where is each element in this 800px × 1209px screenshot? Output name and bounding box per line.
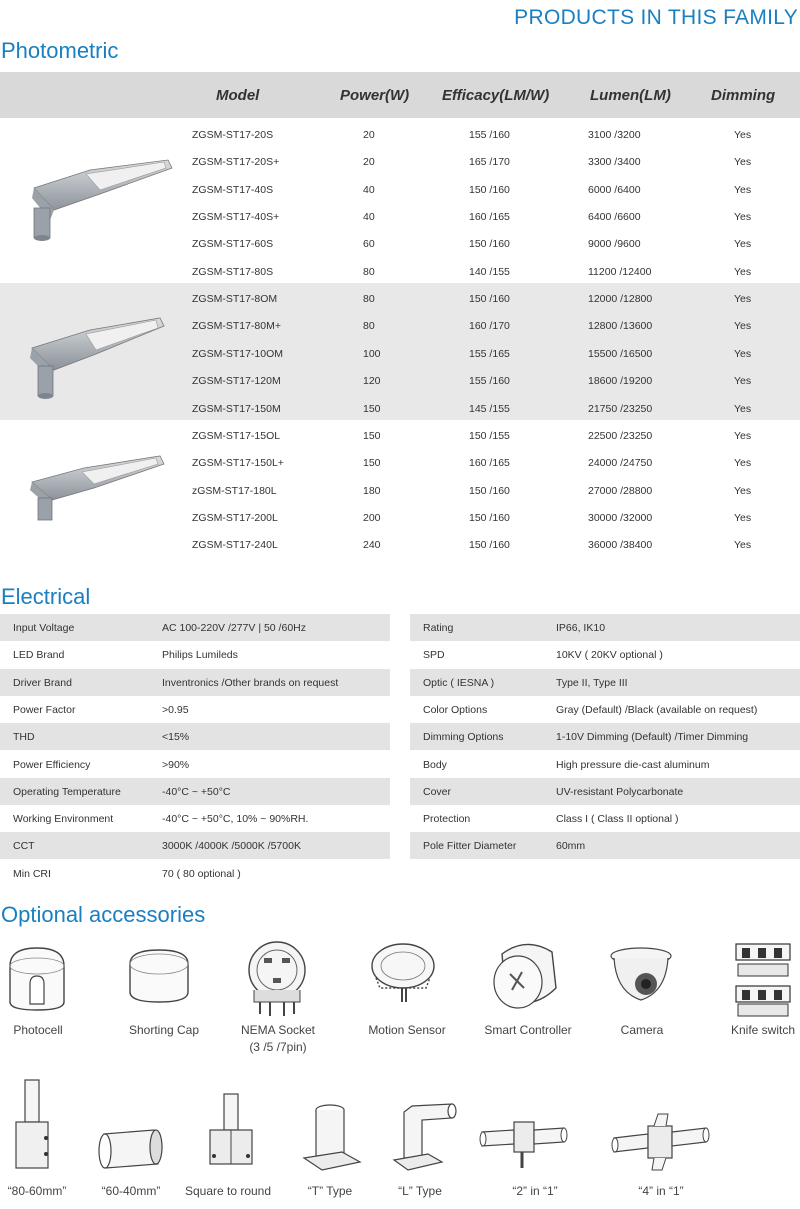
table-row	[410, 832, 800, 859]
spec-value: Inventronics /Other brands on request	[162, 676, 339, 689]
cell-power: 100	[363, 347, 381, 360]
label-two-in-one: “2” in “1”	[512, 1184, 558, 1198]
cell-efficacy: 150 /155	[469, 429, 510, 442]
cell-model: ZGSM-ST17-60S	[192, 238, 274, 251]
table-row	[0, 448, 800, 475]
camera-icon	[608, 944, 674, 1006]
label-nema-socket: NEMA Socket	[240, 1023, 316, 1037]
table-row	[410, 778, 800, 805]
label-motion-sensor: Motion Sensor	[368, 1023, 446, 1037]
two-in-one-icon	[478, 1112, 568, 1172]
cell-model: ZGSM-ST17-10OM	[192, 347, 284, 360]
spec-label: THD	[13, 731, 35, 744]
spec-value: >0.95	[162, 703, 189, 716]
table-row	[410, 805, 800, 832]
cell-dimming: Yes	[734, 320, 752, 333]
cell-efficacy: 145 /155	[469, 402, 510, 415]
cell-lumen: 6000 /6400	[588, 183, 641, 196]
cell-dimming: Yes	[734, 539, 752, 552]
cell-efficacy: 155 /160	[469, 129, 510, 141]
label-camera: Camera	[620, 1023, 664, 1037]
cell-power: 20	[363, 129, 375, 141]
table-row	[410, 723, 800, 750]
cell-dimming: Yes	[734, 457, 752, 470]
label-photocell: Photocell	[13, 1023, 63, 1037]
spec-label: LED Brand	[13, 649, 65, 662]
label-60-40: “60-40mm”	[101, 1184, 161, 1198]
cell-model: ZGSM-ST17-8OM	[192, 293, 278, 306]
table-row	[0, 284, 800, 311]
photometric-header	[0, 72, 800, 118]
table-row	[410, 641, 800, 668]
cell-model: ZGSM-ST17-150L+	[192, 457, 284, 470]
cell-lumen: 6400 /6600	[588, 211, 641, 224]
label-shorting-cap: Shorting Cap	[128, 1023, 200, 1037]
table-row	[410, 614, 800, 641]
label-t-type: “T” Type	[307, 1184, 353, 1198]
table-row	[0, 120, 800, 147]
spec-label: Rating	[423, 622, 454, 634]
cell-lumen: 22500 /23250	[588, 429, 653, 442]
cell-lumen: 24000 /24750	[588, 457, 653, 470]
cell-model: ZGSM-ST17-120M	[192, 375, 281, 388]
cell-model: ZGSM-ST17-40S+	[192, 211, 280, 224]
cell-efficacy: 140 /155	[469, 265, 510, 278]
smart-controller-icon	[486, 938, 564, 1014]
cell-power: 200	[363, 511, 381, 524]
cell-dimming: Yes	[734, 293, 752, 306]
t-type-icon	[302, 1100, 362, 1172]
cell-power: 80	[363, 320, 375, 333]
family-title: PRODUCTS IN THIS FAMILY	[514, 6, 798, 29]
label-l-type: “L” Type	[398, 1184, 442, 1198]
cell-efficacy: 160 /165	[469, 457, 510, 470]
cell-lumen: 15500 /16500	[588, 347, 653, 360]
cell-lumen: 11200 /12400	[588, 265, 652, 278]
header-dimming: Dimming	[711, 87, 776, 104]
table-row	[0, 421, 800, 448]
label-smart-controller: Smart Controller	[484, 1023, 572, 1037]
l-type-icon	[392, 1100, 458, 1172]
spec-label: Protection	[423, 813, 471, 826]
cell-model: ZGSM-ST17-80M+	[192, 320, 281, 333]
cell-lumen: 30000 /32000	[588, 511, 653, 524]
cell-power: 150	[363, 402, 381, 415]
cell-lumen: 18600 /19200	[588, 375, 653, 388]
label-80-60: “80-60mm”	[7, 1184, 67, 1198]
header-model: Model	[216, 87, 260, 104]
cell-dimming: Yes	[734, 484, 752, 497]
cell-lumen: 9000 /9600	[588, 238, 641, 251]
cell-model: ZGSM-ST17-240L	[192, 539, 278, 552]
cell-model: ZGSM-ST17-15OL	[192, 429, 281, 442]
cell-efficacy: 150 /160	[469, 484, 510, 497]
cell-lumen: 12000 /12800	[588, 293, 653, 306]
table-row	[0, 614, 390, 641]
cell-lumen: 12800 /13600	[588, 320, 653, 333]
shorting-cap-icon	[126, 944, 192, 1006]
table-row	[0, 311, 800, 338]
cell-model: zGSM-ST17-180L	[192, 484, 277, 497]
spec-value: Class I ( Class II optional )	[556, 813, 679, 826]
knife-switch-icon	[732, 940, 794, 1020]
cell-power: 80	[363, 293, 375, 306]
spec-label: Power Factor	[13, 703, 76, 716]
spec-label: Cover	[423, 785, 452, 798]
spec-label: SPD	[423, 649, 445, 662]
spec-value: 3000K /4000K /5000K /5700K	[162, 840, 301, 853]
cell-dimming: Yes	[734, 347, 752, 360]
header-lumen: Lumen(LM)	[590, 87, 671, 104]
spec-label: Driver Brand	[13, 676, 72, 689]
cell-power: 150	[363, 457, 381, 470]
table-row	[0, 476, 800, 503]
table-row	[0, 751, 390, 778]
motion-sensor-icon	[368, 940, 438, 1006]
cell-efficacy: 155 /165	[469, 347, 510, 360]
cell-dimming: Yes	[734, 129, 752, 141]
cell-model: ZGSM-ST17-20S+	[192, 156, 280, 169]
spec-value: IP66, IK10	[556, 622, 606, 634]
spec-value: 70 ( 80 optional )	[162, 867, 241, 880]
spec-value: -40°C ~ +50°C, 10% ~ 90%RH.	[162, 813, 309, 826]
cell-lumen: 21750 /23250	[588, 402, 653, 415]
spec-value: Gray (Default) /Black (available on request)	[556, 703, 758, 716]
spec-label: Optic ( IESNA )	[423, 676, 495, 689]
cell-power: 20	[363, 156, 375, 169]
table-row	[0, 669, 390, 696]
cell-efficacy: 150 /160	[469, 539, 510, 552]
cell-efficacy: 150 /160	[469, 511, 510, 524]
spec-label: Body	[423, 758, 447, 771]
header-power: Power(W)	[340, 87, 410, 104]
table-row	[0, 257, 800, 284]
spec-value: AC 100-220V /277V | 50 /60Hz	[162, 622, 306, 634]
table-row	[0, 696, 390, 723]
table-row	[0, 366, 800, 393]
cell-model: ZGSM-ST17-150M	[192, 402, 281, 415]
table-row	[0, 394, 800, 421]
cell-dimming: Yes	[734, 183, 752, 196]
header-efficacy: Efficacy(LM/W)	[442, 87, 550, 104]
table-row	[0, 832, 390, 859]
table-row	[0, 860, 390, 887]
spec-label: Pole Fitter Diameter	[423, 840, 517, 853]
cell-dimming: Yes	[734, 265, 752, 278]
table-row	[0, 175, 800, 202]
cell-efficacy: 160 /170	[469, 320, 510, 333]
cell-dimming: Yes	[734, 375, 752, 388]
table-row	[0, 778, 390, 805]
spec-label: Color Options	[423, 703, 488, 716]
spec-value: High pressure die-cast aluminum	[556, 758, 710, 771]
table-row	[410, 751, 800, 778]
cell-efficacy: 150 /160	[469, 293, 510, 306]
cell-dimming: Yes	[734, 211, 752, 224]
square-to-round-icon	[204, 1092, 260, 1172]
table-row	[0, 641, 390, 668]
nema-socket-icon	[244, 940, 310, 1018]
cell-power: 240	[363, 539, 381, 552]
table-row	[0, 530, 800, 557]
photocell-icon	[6, 944, 68, 1014]
spec-value: 10KV ( 20KV optional )	[556, 649, 663, 662]
cell-efficacy: 150 /160	[469, 183, 510, 196]
cell-dimming: Yes	[734, 511, 752, 524]
label-nema-pins: (3 /5 /7pin)	[249, 1040, 307, 1054]
table-row	[0, 202, 800, 229]
cell-efficacy: 160 /165	[469, 211, 510, 224]
spec-label: Min CRI	[13, 867, 51, 880]
cell-efficacy: 155 /160	[469, 375, 510, 388]
cell-lumen: 3300 /3400	[588, 156, 641, 169]
table-row	[0, 339, 800, 366]
cell-power: 150	[363, 429, 381, 442]
table-row	[0, 723, 390, 750]
cell-dimming: Yes	[734, 402, 752, 415]
accessories-title: Optional accessories	[1, 902, 206, 927]
spec-label: CCT	[13, 840, 35, 853]
spec-value: >90%	[162, 758, 190, 771]
table-row	[0, 147, 800, 174]
table-row	[0, 503, 800, 530]
cell-model: ZGSM-ST17-20S	[192, 129, 274, 141]
cell-model: ZGSM-ST17-40S	[192, 183, 274, 196]
spec-value: -40°C ~ +50°C	[162, 785, 231, 798]
spec-value: 1-10V Dimming (Default) /Timer Dimming	[556, 731, 749, 744]
spec-label: Operating Temperature	[13, 785, 121, 798]
spec-value: 60mm	[556, 840, 586, 853]
cell-dimming: Yes	[734, 156, 752, 169]
label-four-in-one: “4” in “1”	[638, 1184, 684, 1198]
cell-model: ZGSM-ST17-200L	[192, 511, 278, 524]
table-row	[410, 669, 800, 696]
four-in-one-icon	[610, 1112, 710, 1176]
cell-dimming: Yes	[734, 429, 752, 442]
spec-value: Philips Lumileds	[162, 649, 238, 662]
photometric-title: Photometric	[1, 38, 119, 63]
cell-power: 40	[363, 183, 375, 196]
spec-value: <15%	[162, 731, 190, 744]
cell-power: 40	[363, 211, 375, 224]
cell-model: ZGSM-ST17-80S	[192, 265, 274, 278]
spec-value: UV-resistant Polycarbonate	[556, 785, 684, 798]
spec-label: Input Voltage	[13, 622, 75, 634]
cell-power: 180	[363, 484, 381, 497]
label-knife-switch: Knife switch	[730, 1023, 796, 1037]
spec-value: Type II, Type III	[556, 676, 628, 689]
cell-efficacy: 165 /170	[469, 156, 510, 169]
adapter-60-40-icon	[96, 1126, 166, 1172]
table-row	[410, 696, 800, 723]
table-row	[0, 805, 390, 832]
cell-lumen: 3100 /3200	[588, 129, 641, 141]
spec-label: Power Efficiency	[13, 758, 91, 771]
spec-label: Working Environment	[13, 813, 114, 826]
cell-dimming: Yes	[734, 238, 752, 251]
label-square-to-round: Square to round	[184, 1184, 272, 1198]
cell-power: 60	[363, 238, 375, 251]
cell-lumen: 36000 /38400	[588, 539, 653, 552]
adapter-80-60-icon	[10, 1078, 54, 1172]
cell-power: 80	[363, 265, 375, 278]
cell-power: 120	[363, 375, 381, 388]
cell-efficacy: 150 /160	[469, 238, 510, 251]
electrical-title: Electrical	[1, 584, 91, 609]
cell-lumen: 27000 /28800	[588, 484, 653, 497]
table-row	[0, 229, 800, 256]
spec-label: Dimming Options	[423, 731, 504, 744]
